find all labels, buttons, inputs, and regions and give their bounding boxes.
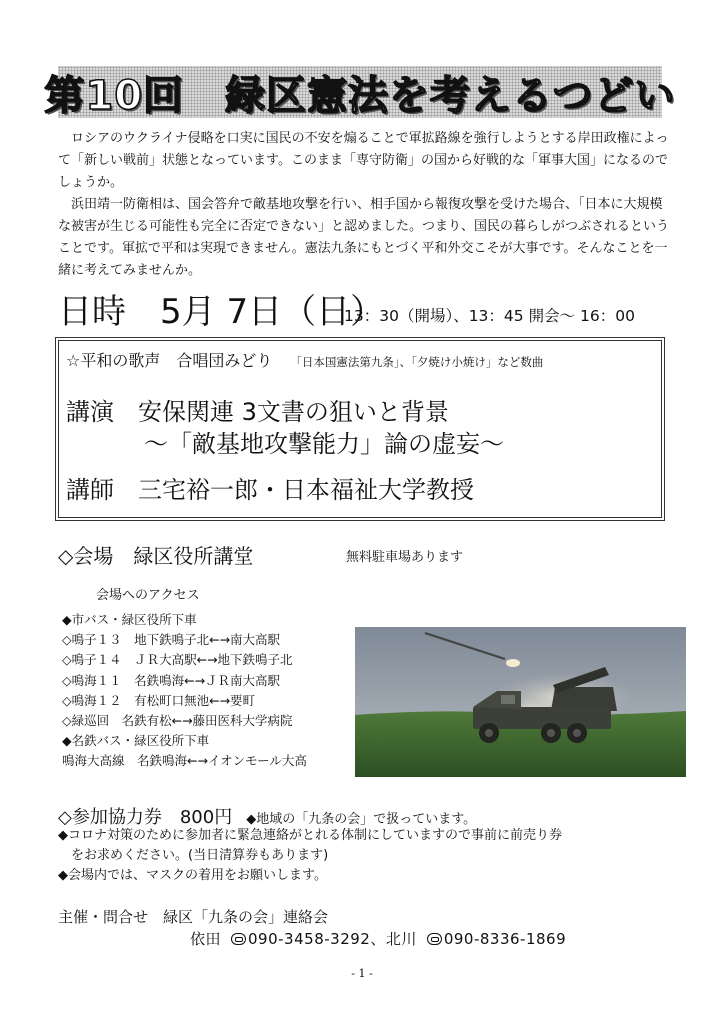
rocket-launcher-photo (355, 627, 686, 777)
access-item: ◇鳴子１４ ＪＲ大高駅←→地下鉄鳴子北 (62, 652, 293, 668)
contact-tel-2: 090-8336-1869 (443, 930, 567, 948)
fee-label: ◇参加協力券 800円 (58, 807, 233, 828)
peace-song-line (66, 348, 543, 371)
contact-tel-1: 090-3458-3292、北川 (248, 930, 417, 948)
page-title: 第10回 緑区憲法を考えるつどい (44, 72, 676, 119)
access-item: 鳴海大高線 名鉄鳴海←→イオンモール大高 (62, 753, 307, 769)
contact-name: 依田 (190, 930, 222, 948)
access-item: ◇鳴海１２ 有松町口無池←→要町 (62, 692, 256, 708)
peace-song-note: 「日本国憲法第九条」、「夕焼け小焼け」など数曲 (290, 355, 544, 369)
intro-paragraph-1: ロシアのウクライナ侵略を口実に国民の不安を煽ることで軍拡路線を強行しようとする岸田政権によって「新しい戦前」状態となっています。このまま「専守防衛」の国から好戦的な「軍事大国」になるのでしょうか。 (58, 131, 669, 190)
notes-section (58, 826, 678, 886)
rocket-launcher-illustration (355, 627, 686, 777)
access-item: ◆市バス・緑区役所下車 (62, 612, 197, 627)
access-item: ◇鳴海１１ 名鉄鳴海←→ＪＲ南大高駅 (62, 672, 281, 688)
note-item: ◆会場内では、マスクの着用をお願いします。 (58, 868, 327, 883)
parking-note: 無料駐車場あります (346, 550, 464, 565)
access-item: ◇鳴子１３ 地下鉄鳴子北←→南大高駅 (62, 632, 281, 648)
access-item: ◆名鉄バス・緑区役所下車 (62, 733, 210, 749)
title-banner (44, 66, 676, 119)
access-item: ◇緑巡回 名鉄有松←→藤田医科大学病院 (62, 713, 293, 729)
intro-paragraph-2: 浜田靖一防衛相は、国会答弁で敵基地攻撃を行い、相手国から報復攻撃を受けた場合、「日本に大規模な被害が生じる可能性も完全に否定できない」と認めました。つまり、国民の暮らしがつぶされるということです。軍拡で平和は実現できません。憲法九条にもとづく平和外交こそが大事です。そんなことを一緒に考えてみませんか。 (58, 197, 670, 278)
fee-note: ◆地域の「九条の会」で扱っています。 (246, 812, 477, 827)
venue-label: ◇会場 緑区役所講堂 (58, 544, 254, 568)
peace-song-title: ☆平和の歌声 合唱団みどり (66, 351, 273, 370)
page-number: - 1 - (351, 967, 373, 980)
access-heading: 会場へのアクセス (96, 588, 200, 603)
phone-icon (231, 933, 246, 945)
note-item: をお求めください。(当日清算券もあります) (71, 848, 329, 863)
note-item: ◆コロナ対策のために参加者に緊急連絡がとれる体制にしていますので事前に前売り券 (58, 828, 562, 843)
datetime-label: 日時 5月 7日（日） (58, 292, 385, 332)
access-list (62, 610, 307, 772)
lecture-subtitle: ～「敵基地攻撃能力」論の虚妄～ (144, 430, 504, 458)
lecture-title: 講演 安保関連 3文書の狙いと背景 (66, 398, 449, 426)
organizer-line: 主催・問合せ 緑区「九条の会」連絡会 (58, 908, 329, 926)
contact-line (190, 928, 566, 949)
datetime-detail: 13：30（開場）、13：45 開会～ 16：00 (344, 307, 635, 325)
phone-icon (427, 933, 442, 945)
lecturer-line: 講師 三宅裕一郎・日本福祉大学教授 (66, 476, 474, 504)
